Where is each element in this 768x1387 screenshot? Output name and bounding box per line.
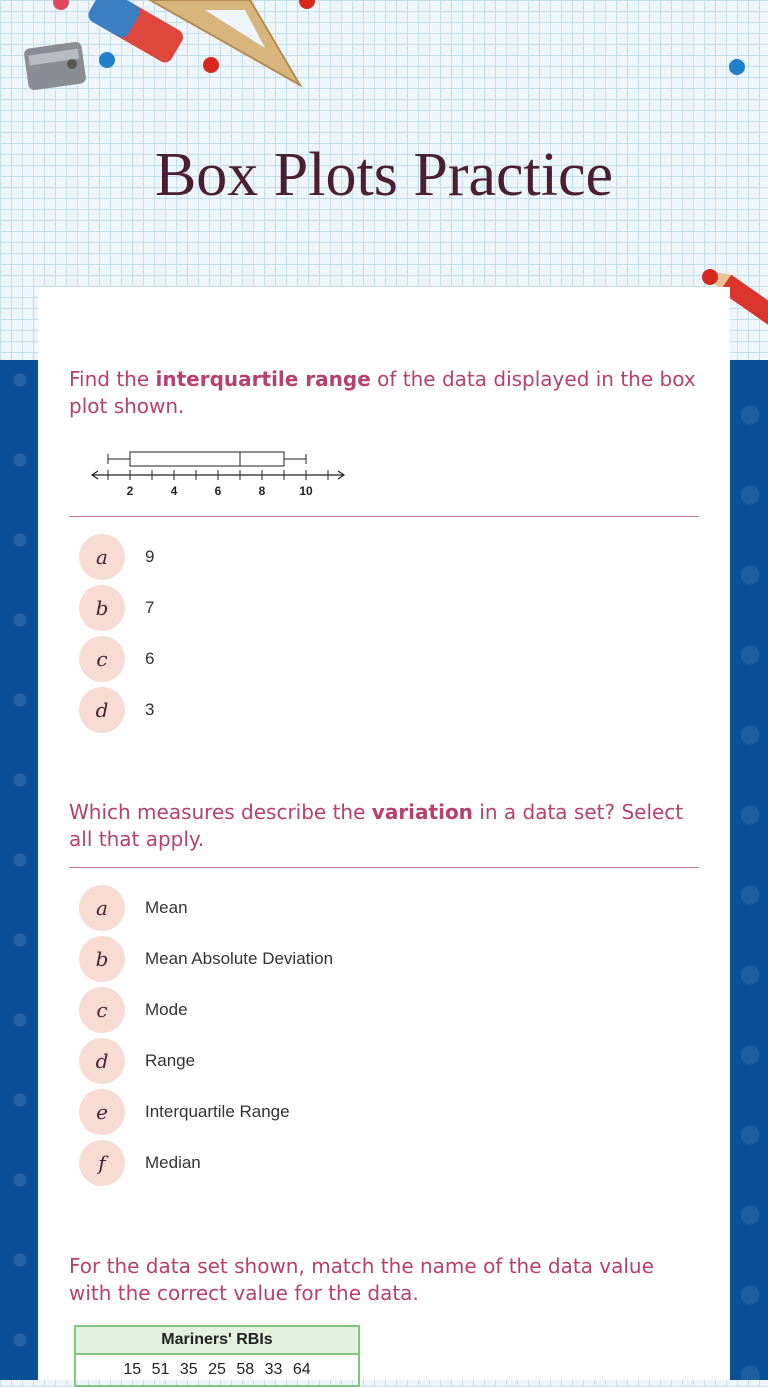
option-text: Median — [145, 1152, 201, 1172]
option-text: Mean Absolute Deviation — [145, 948, 334, 968]
answer-option-c[interactable] — [69, 633, 699, 684]
divider — [69, 867, 699, 868]
question-3 — [69, 1253, 699, 1387]
option-letter: d — [79, 687, 125, 733]
option-text: Interquartile Range — [145, 1101, 290, 1121]
question-text: Which measures describe the variation in a data set? Select all that apply. — [69, 800, 684, 851]
tick-label: 6 — [214, 484, 222, 498]
option-letter: b — [79, 936, 125, 982]
answer-option-a[interactable] — [69, 531, 699, 582]
answer-option-d[interactable] — [69, 684, 699, 735]
option-letter: a — [79, 534, 125, 580]
table-values: 15 51 35 25 58 33 64 — [123, 1361, 311, 1378]
box-plot-figure — [74, 440, 699, 504]
option-letter: c — [79, 987, 125, 1033]
option-letter: b — [79, 585, 125, 631]
tick-label: 10 — [299, 484, 313, 498]
option-letter: c — [79, 636, 125, 682]
divider — [69, 516, 699, 517]
option-text: 9 — [145, 546, 155, 566]
box-plot — [74, 440, 364, 500]
option-text: Range — [145, 1050, 196, 1070]
option-text: 6 — [145, 648, 155, 668]
tick-label: 4 — [170, 484, 178, 498]
answer-options — [69, 531, 699, 735]
option-letter: f — [79, 1140, 125, 1186]
pencil-sharpener-icon — [23, 41, 86, 91]
option-letter: d — [79, 1038, 125, 1084]
decor-dot — [99, 52, 115, 68]
option-text: Mean — [145, 897, 188, 917]
answer-option-e[interactable] — [69, 1086, 699, 1137]
option-text: 7 — [145, 597, 155, 617]
decor-dot — [702, 269, 718, 285]
answer-option-c[interactable] — [69, 984, 699, 1035]
header-banner — [0, 0, 768, 290]
question-text: Find the interquartile range of the data displayed in the box plot shown. — [69, 367, 696, 418]
answer-options — [69, 882, 699, 1188]
answer-option-b[interactable] — [69, 933, 699, 984]
tick-label: 8 — [258, 484, 266, 498]
decor-dot — [203, 57, 219, 73]
answer-option-a[interactable] — [69, 882, 699, 933]
data-table — [74, 1325, 360, 1387]
page-title: Box Plots Practice — [154, 141, 614, 209]
decor-dot — [729, 59, 745, 75]
worksheet-card — [38, 287, 730, 1380]
table-header: Mariners' RBIs — [75, 1326, 359, 1354]
option-text: 3 — [145, 699, 155, 719]
option-text: Mode — [145, 999, 188, 1019]
answer-option-d[interactable] — [69, 1035, 699, 1086]
option-letter: a — [79, 885, 125, 931]
question-1 — [69, 366, 699, 735]
question-2 — [69, 799, 699, 1188]
box — [130, 452, 284, 466]
tick-label: 2 — [126, 484, 134, 498]
answer-option-f[interactable] — [69, 1137, 699, 1188]
question-text: For the data set shown, match the name of the data value with the correct value for the data. — [69, 1254, 654, 1305]
answer-option-b[interactable] — [69, 582, 699, 633]
option-letter: e — [79, 1089, 125, 1135]
